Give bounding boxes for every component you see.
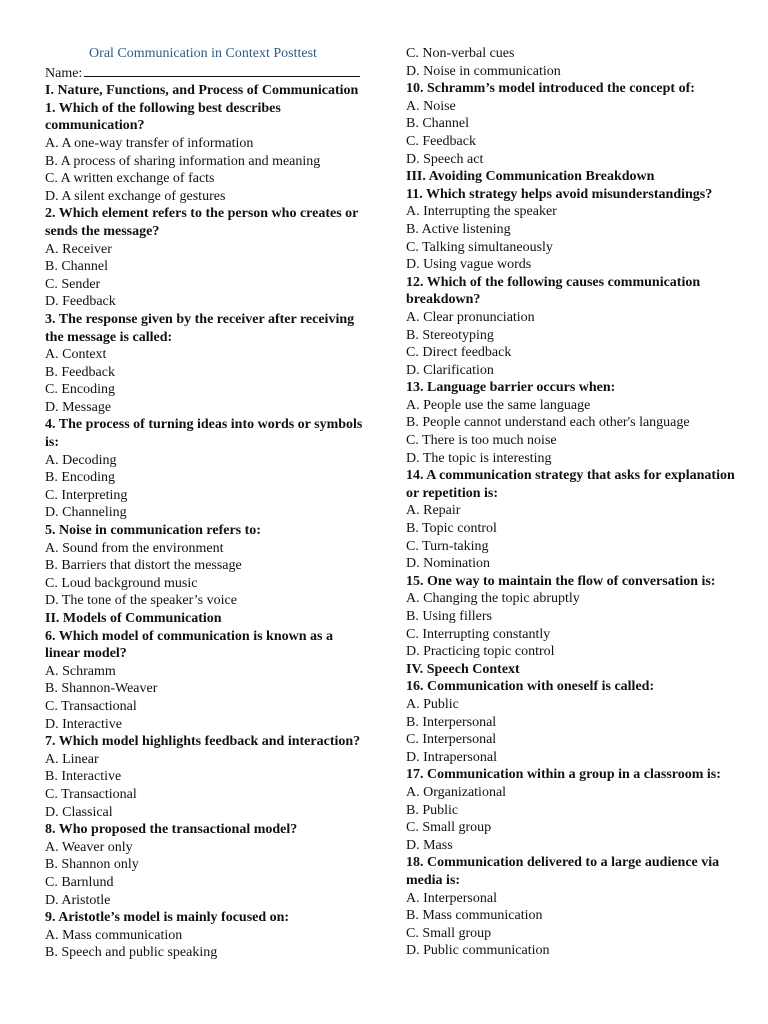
answer-option: C. Non-verbal cues bbox=[406, 46, 515, 61]
answer-option: A. Changing the topic abruptly bbox=[406, 591, 580, 607]
question-block bbox=[45, 311, 370, 417]
answer-option: D. Practicing topic control bbox=[406, 644, 555, 660]
question-text: 11. Which strategy helps avoid misunderstandings? bbox=[406, 186, 713, 202]
question-text: 15. One way to maintain the flow of conversation is: bbox=[406, 573, 716, 589]
answer-option: A. A one-way transfer of information bbox=[45, 135, 254, 151]
question-text: 18. Communication delivered to a large audience via media is: bbox=[406, 855, 720, 888]
answer-option: A. Clear pronunciation bbox=[406, 309, 535, 325]
question-text: 7. Which model highlights feedback and interaction? bbox=[45, 734, 361, 750]
question-text: 5. Noise in communication refers to: bbox=[45, 523, 261, 539]
question-text: 17. Communication within a group in a classroom is: bbox=[406, 767, 721, 783]
question-block bbox=[406, 45, 736, 80]
question-text: 1. Which of the following best describes communication? bbox=[45, 100, 281, 134]
answer-option: B. Shannon only bbox=[45, 857, 139, 873]
answer-option: D. Message bbox=[45, 399, 112, 415]
answer-option: D. Public communication bbox=[406, 943, 550, 959]
answer-option: A. Weaver only bbox=[45, 839, 133, 855]
answer-option: C. Interrupting constantly bbox=[406, 626, 551, 642]
answer-option: D. The topic is interesting bbox=[406, 450, 552, 466]
answer-option: A. Public bbox=[406, 696, 459, 712]
answer-option: A. Receiver bbox=[45, 241, 112, 257]
question-block bbox=[45, 522, 370, 610]
question-block bbox=[406, 186, 736, 274]
question-text: 14. A communication strategy that asks for explanation or repetition is: bbox=[406, 468, 735, 501]
answer-option: C. Transactional bbox=[45, 698, 137, 714]
answer-option: C. A written exchange of facts bbox=[45, 171, 215, 187]
question-block bbox=[45, 733, 370, 821]
answer-option: A. Context bbox=[45, 347, 107, 363]
question-block bbox=[406, 467, 736, 573]
question-text: 4. The process of turning ideas into words or symbols is: bbox=[45, 417, 363, 451]
answer-option: D. Interactive bbox=[45, 716, 122, 732]
section-heading: I. Nature, Functions, and Process of Communication bbox=[45, 83, 359, 99]
question-block bbox=[406, 678, 736, 766]
answer-option: C. Turn-taking bbox=[406, 538, 489, 554]
section-heading: IV. Speech Context bbox=[406, 661, 520, 677]
name-blank-field[interactable] bbox=[84, 63, 360, 77]
answer-option: C. Encoding bbox=[45, 382, 115, 398]
question-block bbox=[406, 573, 736, 661]
answer-option: B. Topic control bbox=[406, 521, 497, 537]
answer-option: B. Speech and public speaking bbox=[45, 945, 218, 961]
answer-option: C. Small group bbox=[406, 820, 492, 836]
answer-option: D. Nomination bbox=[406, 556, 490, 572]
question-block bbox=[45, 416, 370, 522]
answer-option: D. Using vague words bbox=[406, 257, 532, 273]
question-text: 16. Communication with oneself is called: bbox=[406, 679, 655, 695]
answer-option: A. Interrupting the speaker bbox=[406, 204, 557, 220]
question-block bbox=[45, 821, 370, 909]
question-text: 3. The response given by the receiver after receiving the message is called: bbox=[45, 311, 355, 345]
question-text: 6. Which model of communication is known as a linear model? bbox=[45, 628, 333, 662]
answer-option: B. Encoding bbox=[45, 470, 115, 486]
answer-option: C. Sender bbox=[45, 276, 101, 292]
answer-option: B. Channel bbox=[45, 259, 108, 275]
document-title: Oral Communication in Context Posttest bbox=[89, 46, 317, 61]
answer-option: D. Speech act bbox=[406, 151, 484, 167]
answer-option: C. Direct feedback bbox=[406, 345, 512, 361]
answer-option: C. Interpersonal bbox=[406, 732, 497, 748]
answer-option: B. Interpersonal bbox=[406, 714, 497, 730]
answer-option: A. Schramm bbox=[45, 663, 116, 679]
question-text: 8. Who proposed the transactional model? bbox=[45, 822, 298, 838]
answer-option: D. Classical bbox=[45, 804, 113, 820]
answer-option: D. Noise in communication bbox=[406, 63, 561, 79]
answer-option: B. Barriers that distort the message bbox=[45, 558, 242, 574]
answer-option: A. Decoding bbox=[45, 452, 117, 468]
answer-option: C. Feedback bbox=[406, 133, 476, 149]
answer-option: B. Active listening bbox=[406, 221, 511, 237]
answer-option: D. Intrapersonal bbox=[406, 749, 497, 765]
answer-option: B. A process of sharing information and meaning bbox=[45, 153, 321, 169]
answer-option: A. Sound from the environment bbox=[45, 540, 224, 556]
answer-option: C. Transactional bbox=[45, 786, 137, 802]
answer-option: A. Mass communication bbox=[45, 927, 183, 943]
answer-option: B. Public bbox=[406, 802, 459, 818]
answer-option: C. Loud background music bbox=[45, 575, 198, 591]
answer-option: D. Mass bbox=[406, 837, 453, 853]
answer-option: C. Small group bbox=[406, 925, 492, 941]
answer-option: B. Shannon-Weaver bbox=[45, 681, 158, 697]
right-column bbox=[406, 45, 736, 960]
answer-option: A. Noise bbox=[406, 98, 456, 114]
answer-option: C. Barnlund bbox=[45, 874, 114, 890]
answer-option: C. Talking simultaneously bbox=[406, 239, 553, 255]
answer-option: A. Repair bbox=[406, 503, 461, 519]
answer-option: A. Linear bbox=[45, 751, 99, 767]
answer-option: D. Feedback bbox=[45, 294, 116, 310]
answer-option: D. The tone of the speaker’s voice bbox=[45, 593, 237, 609]
answer-option: D. Clarification bbox=[406, 362, 494, 378]
answer-option: A. Interpersonal bbox=[406, 890, 497, 906]
question-text: 12. Which of the following causes communication breakdown? bbox=[406, 274, 701, 308]
answer-option: B. Mass communication bbox=[406, 908, 543, 924]
question-text: 2. Which element refers to the person who creates or sends the message? bbox=[45, 206, 359, 239]
section-heading: III. Avoiding Communication Breakdown bbox=[406, 169, 655, 185]
answer-option: C. Interpreting bbox=[45, 487, 128, 503]
question-block bbox=[45, 909, 370, 962]
answer-option: D. Channeling bbox=[45, 505, 127, 521]
left-column bbox=[45, 45, 370, 962]
question-block bbox=[406, 274, 736, 380]
question-text: 13. Language barrier occurs when: bbox=[406, 380, 616, 396]
question-block bbox=[45, 100, 370, 206]
answer-option: B. Interactive bbox=[45, 769, 122, 785]
question-text: 10. Schramm’s model introduced the concept of: bbox=[406, 81, 695, 97]
question-block bbox=[406, 854, 736, 960]
name-line bbox=[45, 63, 370, 83]
answer-option: C. There is too much noise bbox=[406, 433, 557, 449]
question-block bbox=[406, 766, 736, 854]
answer-option: B. Channel bbox=[406, 116, 469, 132]
answer-option: A. Organizational bbox=[406, 784, 507, 800]
answer-option: D. A silent exchange of gestures bbox=[45, 188, 226, 204]
question-block bbox=[406, 379, 736, 467]
answer-option: B. Feedback bbox=[45, 364, 115, 380]
section-heading: II. Models of Communication bbox=[45, 611, 222, 626]
answer-option: A. People use the same language bbox=[406, 397, 591, 413]
answer-option: B. Stereotyping bbox=[406, 327, 494, 343]
question-block bbox=[45, 628, 370, 734]
answer-option: B. People cannot understand each other's language bbox=[406, 415, 690, 431]
answer-option: D. Aristotle bbox=[45, 892, 111, 908]
name-label: Name: bbox=[45, 65, 83, 81]
answer-option: B. Using fillers bbox=[406, 609, 492, 624]
question-block bbox=[45, 205, 370, 311]
question-text: 9. Aristotle’s model is mainly focused on: bbox=[45, 910, 290, 926]
question-block bbox=[406, 80, 736, 168]
